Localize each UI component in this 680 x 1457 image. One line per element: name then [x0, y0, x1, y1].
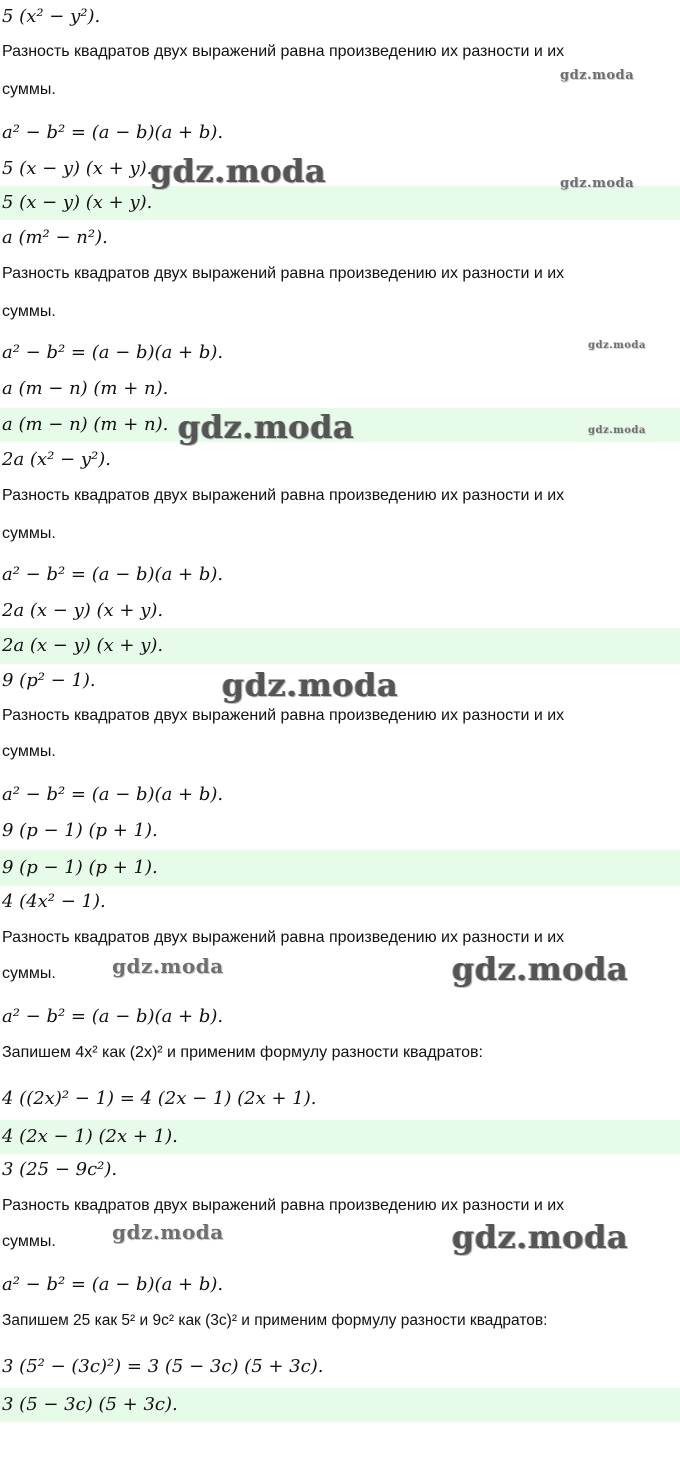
answer-line: 3 (5 − 3c) (5 + 3c). [0, 1388, 680, 1422]
rule-text: Разность квадратов двух выражений равна произведению их разности и их [2, 929, 565, 946]
watermark: gdz.moda [588, 340, 646, 351]
watermark: gdz.moda [178, 408, 355, 446]
expression-line: 2a (x² − y²). [2, 449, 111, 470]
solution-step: 5 (x − y) (x + y). [2, 158, 153, 179]
rule-text-end: суммы. [2, 743, 56, 760]
answer-line: 2a (x − y) (x + y). [0, 628, 680, 664]
formula-line: a² − b² = (a − b)(a + b). [2, 122, 224, 143]
expression-line: 9 (p² − 1). [2, 670, 96, 691]
watermark: gdz.moda [588, 425, 646, 436]
note-line: Запишем 25 как 5² и 9c² как (3c)² и применим формулу разности квадратов: [2, 1312, 548, 1329]
answer-line: a (m − n) (m + n). [0, 408, 680, 442]
expression-line: a (m² − n²). [2, 227, 108, 248]
formula-line: a² − b² = (a − b)(a + b). [2, 1274, 224, 1295]
watermark: gdz.moda [560, 176, 635, 191]
formula-line: a² − b² = (a − b)(a + b). [2, 1006, 224, 1027]
rule-text: Разность квадратов двух выражений равна произведению их разности и их [2, 265, 565, 282]
rule-text: Разность квадратов двух выражений равна произведению их разности и их [2, 43, 565, 60]
formula-line: a² − b² = (a − b)(a + b). [2, 342, 224, 363]
rule-text: Разность квадратов двух выражений равна произведению их разности и их [2, 1197, 565, 1214]
rule-text-end: суммы. [2, 525, 56, 542]
watermark: gdz.moda [452, 1218, 629, 1256]
watermark: gdz.moda [452, 950, 629, 988]
answer-line: 5 (x − y) (x + y). [0, 186, 680, 220]
watermark: gdz.moda [112, 1220, 224, 1244]
rule-text-end: суммы. [2, 303, 56, 320]
rule-text-end: суммы. [2, 1233, 56, 1250]
answer-line: 9 (p − 1) (p + 1). [0, 850, 680, 886]
answer-line: 4 (2x − 1) (2x + 1). [0, 1120, 680, 1154]
expression-line: 5 (x² − y²). [2, 6, 101, 27]
rule-text: Разность квадратов двух выражений равна произведению их разности и их [2, 487, 565, 504]
solution-step: 3 (5² − (3c)²) = 3 (5 − 3c) (5 + 3c). [2, 1356, 324, 1377]
rule-text: Разность квадратов двух выражений равна произведению их разности и их [2, 707, 565, 724]
formula-line: a² − b² = (a − b)(a + b). [2, 784, 224, 805]
solution-step: 9 (p − 1) (p + 1). [2, 820, 158, 841]
watermark: gdz.moda [112, 954, 224, 978]
expression-line: 3 (25 − 9c²). [2, 1159, 118, 1180]
watermark: gdz.moda [560, 68, 635, 83]
watermark: gdz.moda [150, 152, 327, 190]
note-line: Запишем 4x² как (2x)² и применим формулу разности квадратов: [2, 1044, 483, 1061]
solution-step: 4 ((2x)² − 1) = 4 (2x − 1) (2x + 1). [2, 1088, 317, 1109]
solution-step: a (m − n) (m + n). [2, 378, 169, 399]
expression-line: 4 (4x² − 1). [2, 891, 106, 912]
rule-text-end: суммы. [2, 965, 56, 982]
rule-text-end: суммы. [2, 81, 56, 98]
formula-line: a² − b² = (a − b)(a + b). [2, 564, 224, 585]
solution-step: 2a (x − y) (x + y). [2, 600, 164, 621]
watermark: gdz.moda [222, 666, 399, 704]
